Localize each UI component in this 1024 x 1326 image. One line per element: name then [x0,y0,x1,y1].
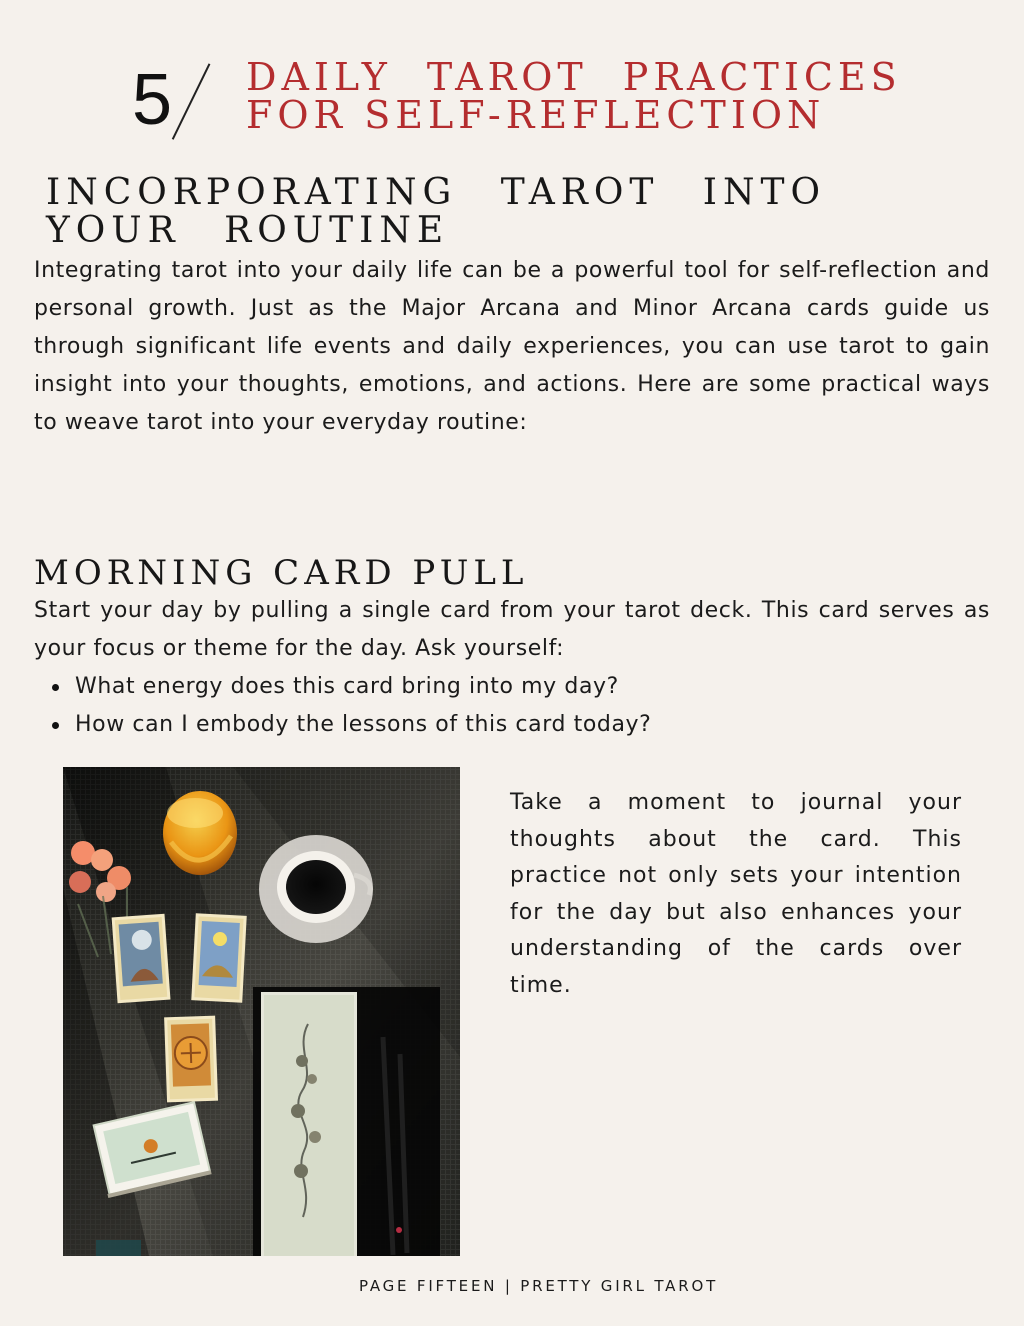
tarot-flatlay-photo [63,767,460,1256]
intro-paragraph: Integrating tarot into your daily life can be a powerful tool for self-reflection and personal growth. Just as the Major Arcana and Minor Arcana cards guide us through significant life events and daily experiences, you can use tarot to gain insight into your thoughts, emotions, and actions. Here are some practical ways to weave tarot into your everyday routine: [34,258,990,435]
morning-card-pull-paragraph: Start your day by pulling a single card from your tarot deck. This card serves as your focus or theme for the day. Ask yourself: [34,598,990,661]
chapter-number: 5 [132,60,173,140]
page-footer: PAGE FIFTEEN | PRETTY GIRL TAROT [358,1277,719,1295]
chapter-title-line-2: FOR SELF-REFLECTION [246,93,826,137]
chapter-slash [172,63,212,140]
journal-paragraph: Take a moment to journal your thoughts about the card. This practice not only sets your intention for the day but also enhances your understanding of the cards over time. [510,790,962,998]
tarot-flatlay-illustration [63,767,460,1256]
chapter-header [132,52,952,152]
list-item: What energy does this card bring into my day? [34,668,934,706]
chapter-title-line-1: DAILY TAROT PRACTICES [246,55,902,99]
reflection-questions-list [34,668,934,744]
section-title-morning-card-pull: MORNING CARD PULL [34,553,529,593]
chapter-title [246,55,946,137]
list-item: How can I embody the lessons of this card today? [34,706,934,744]
section-title-incorporating-tarot: INCORPORATING TAROT INTO YOUR ROUTINE [46,172,827,251]
